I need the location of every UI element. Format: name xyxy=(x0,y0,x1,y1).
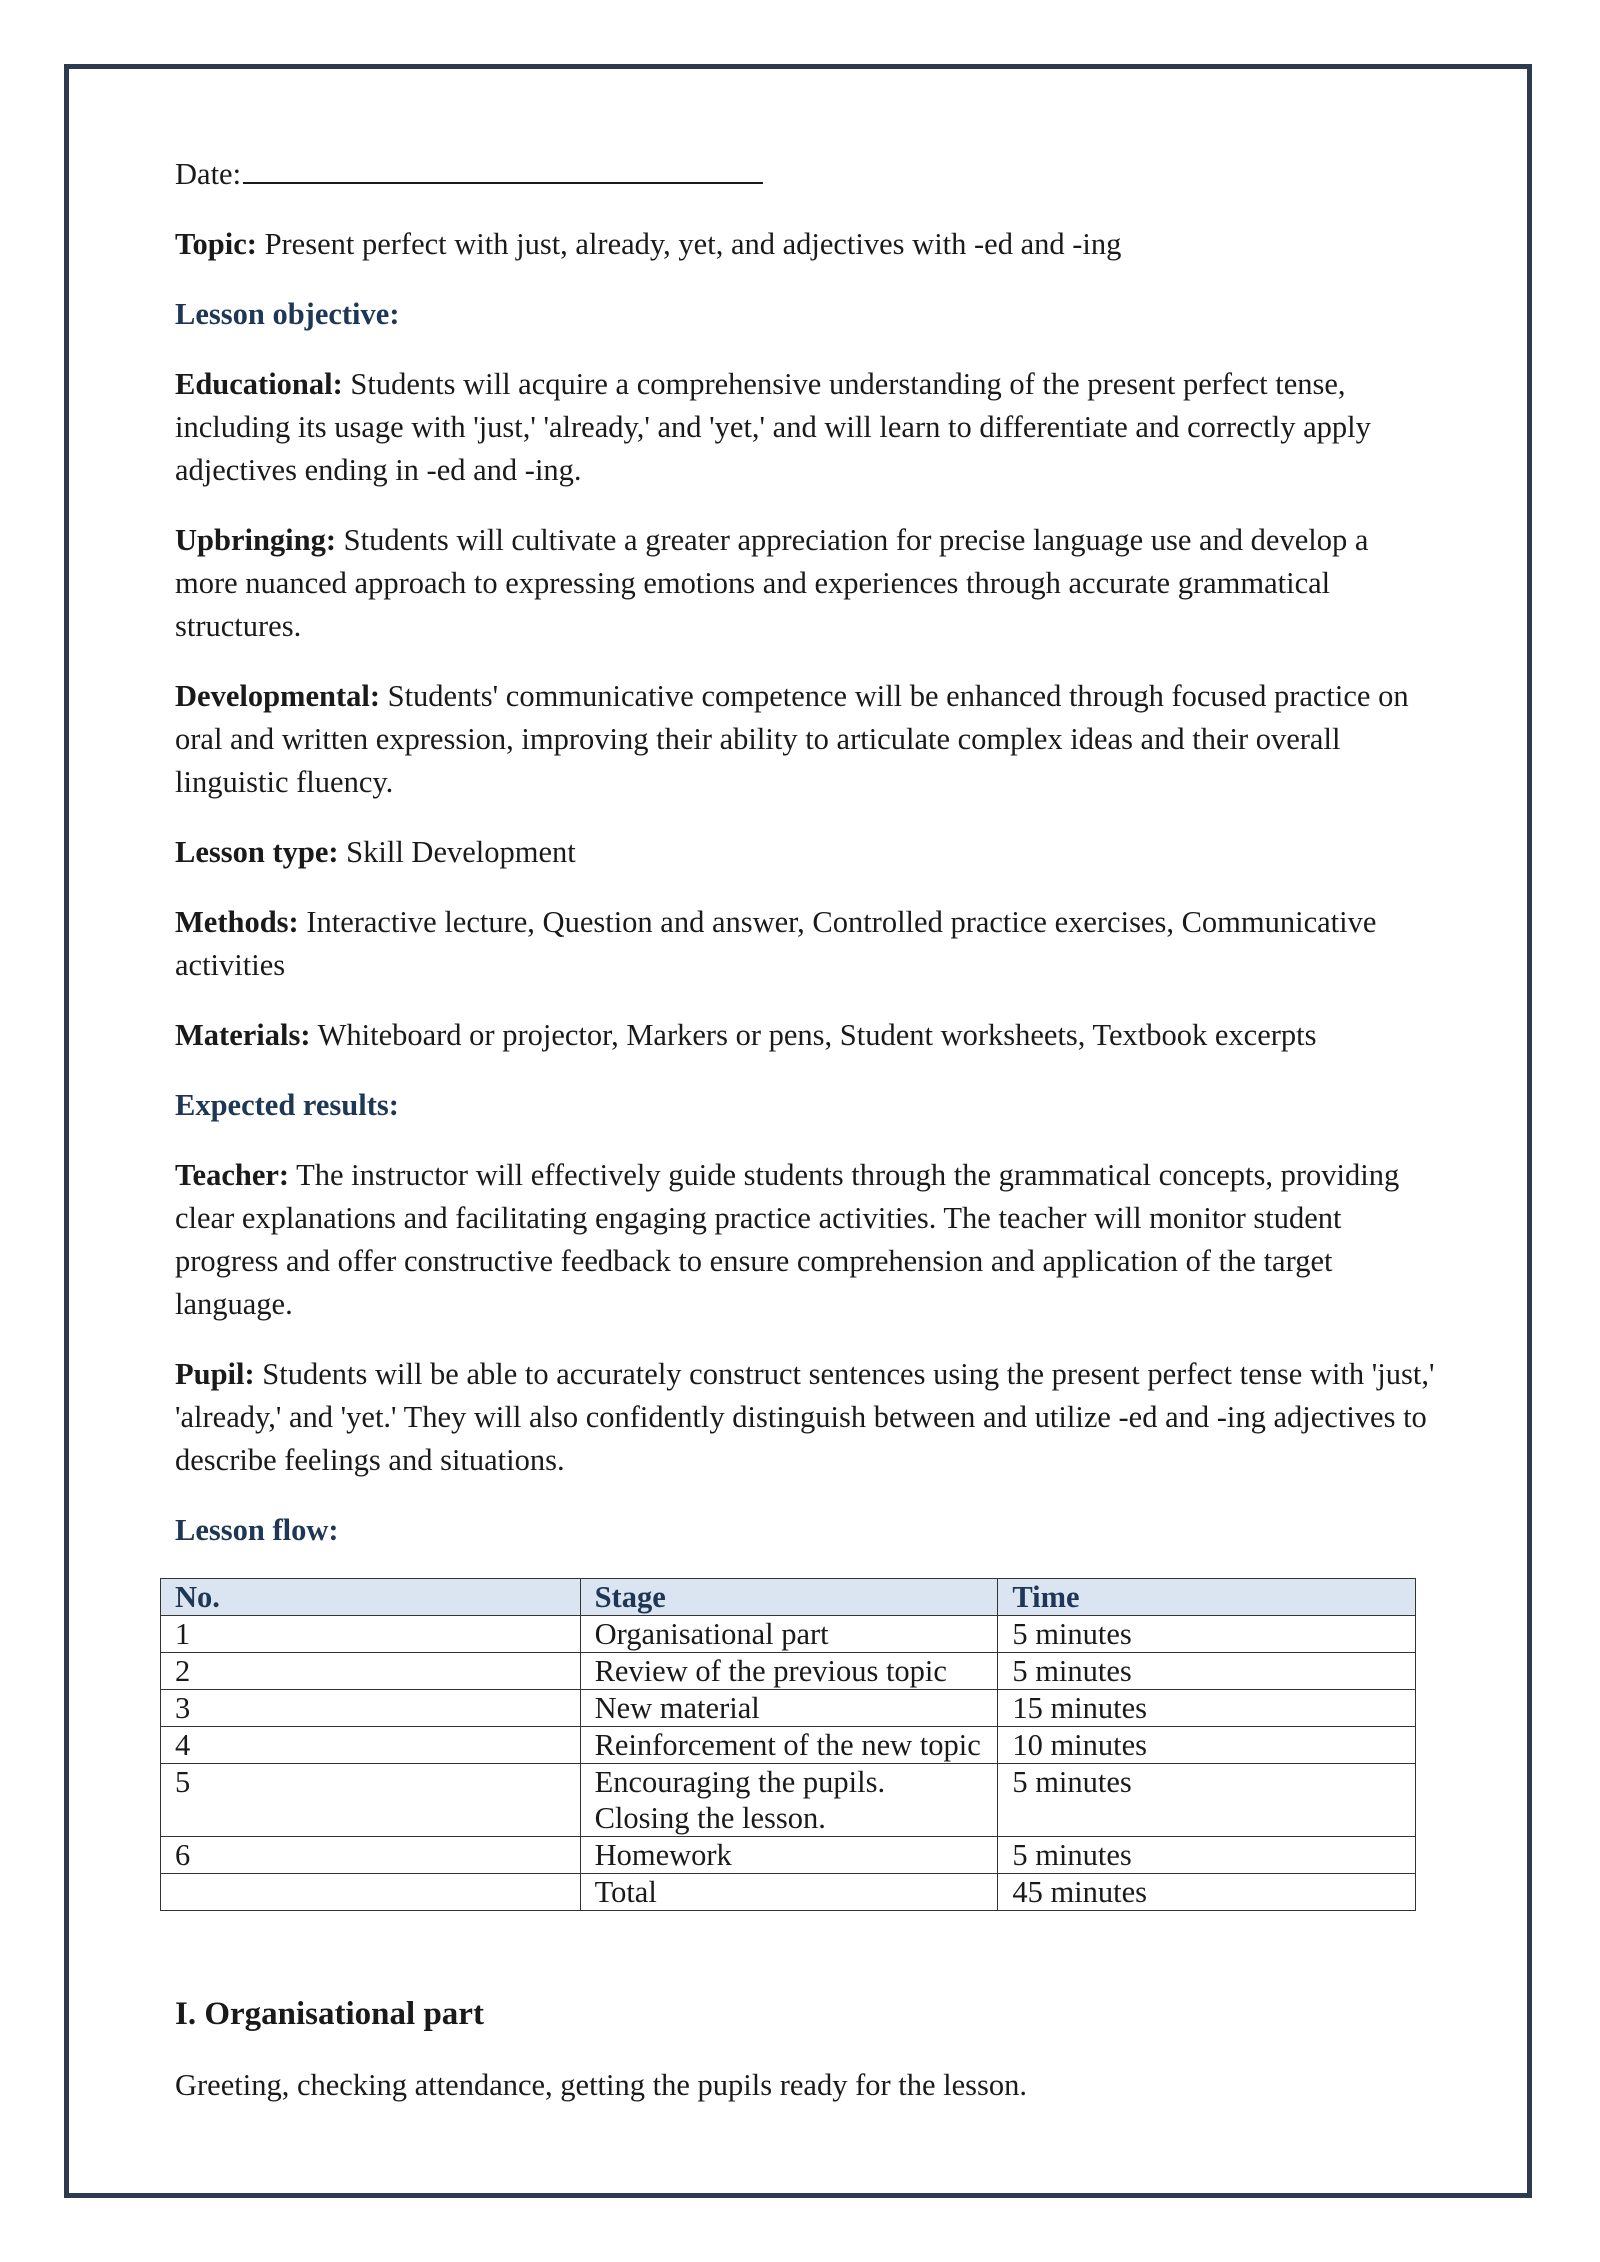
developmental-label: Developmental: xyxy=(175,679,380,713)
row-stage: New material xyxy=(580,1690,998,1727)
pupil-label: Pupil: xyxy=(175,1357,255,1391)
topic xyxy=(175,223,1435,266)
educational-text: Students will acquire a comprehensive understanding of the present perfect tense, including its usage with 'just,' 'already,' and 'yet,' and will learn to differentiate and correctly apply adjectives ending in -ed and -ing. xyxy=(175,367,1371,487)
lesson-plan-body xyxy=(175,150,1435,1552)
materials-text: Whiteboard or projector, Markers or pens, Student worksheets, Textbook excerpts xyxy=(317,1018,1317,1052)
row-time: 5 minutes xyxy=(998,1837,1416,1874)
upbringing-label: Upbringing: xyxy=(175,523,337,557)
lesson-type-label: Lesson type: xyxy=(175,835,339,869)
row-stage: Organisational part xyxy=(580,1616,998,1653)
section-organisational-text: Greeting, checking attendance, getting the pupils ready for the lesson. xyxy=(175,2068,1028,2102)
total-no xyxy=(161,1874,581,1911)
upbringing-text: Students will cultivate a greater appreciation for precise language use and develop a more nuanced approach to expressing emotions and experiences through accurate grammatical structures. xyxy=(175,523,1369,643)
pupil xyxy=(175,1353,1435,1482)
row-no: 1 xyxy=(161,1616,581,1653)
pupil-text: Students will be able to accurately construct sentences using the present perfect tense with 'just,' 'already,' and 'yet.' They will also confidently distinguish between and utilize -ed and -ing adjectives to describe feelings and situations. xyxy=(175,1357,1435,1477)
date-line xyxy=(175,150,1435,196)
table-header-row xyxy=(161,1579,1416,1616)
teacher-label: Teacher: xyxy=(175,1158,290,1192)
table-row xyxy=(161,1764,1416,1837)
row-time: 5 minutes xyxy=(998,1616,1416,1653)
row-no: 3 xyxy=(161,1690,581,1727)
table-row xyxy=(161,1727,1416,1764)
row-time: 10 minutes xyxy=(998,1727,1416,1764)
total-time: 45 minutes xyxy=(998,1874,1416,1911)
teacher xyxy=(175,1154,1435,1326)
methods xyxy=(175,901,1435,987)
row-time: 15 minutes xyxy=(998,1690,1416,1727)
lesson-objective-heading: Lesson objective: xyxy=(175,297,400,331)
row-time: 5 minutes xyxy=(998,1653,1416,1690)
lesson-flow-table xyxy=(160,1578,1416,1911)
row-no: 6 xyxy=(161,1837,581,1874)
row-stage: Reinforcement of the new topic xyxy=(580,1727,998,1764)
materials xyxy=(175,1014,1435,1057)
educational xyxy=(175,363,1435,492)
row-no: 2 xyxy=(161,1653,581,1690)
row-no: 4 xyxy=(161,1727,581,1764)
topic-label: Topic: xyxy=(175,227,257,261)
row-stage: Encouraging the pupils. Closing the lesson. xyxy=(580,1764,998,1837)
table-row xyxy=(161,1837,1416,1874)
header-time: Time xyxy=(998,1579,1416,1616)
developmental xyxy=(175,675,1435,804)
header-stage: Stage xyxy=(580,1579,998,1616)
total-label: Total xyxy=(580,1874,998,1911)
section-organisational-title: I. Organisational part xyxy=(175,1996,484,2032)
upbringing xyxy=(175,519,1435,648)
teacher-text: The instructor will effectively guide students through the grammatical concepts, providing clear explanations and facilitating engaging practice activities. The teacher will monitor student progress and offer constructive feedback to ensure comprehension and application of the target language. xyxy=(175,1158,1400,1321)
educational-label: Educational: xyxy=(175,367,343,401)
table-row xyxy=(161,1653,1416,1690)
row-stage: Review of the previous topic xyxy=(580,1653,998,1690)
materials-label: Materials: xyxy=(175,1018,311,1052)
date-blank xyxy=(243,150,763,184)
header-no: No. xyxy=(161,1579,581,1616)
methods-text: Interactive lecture, Question and answer, Controlled practice exercises, Communicative activities xyxy=(175,905,1377,982)
methods-label: Methods: xyxy=(175,905,299,939)
lesson-type xyxy=(175,831,1435,874)
row-no: 5 xyxy=(161,1764,581,1837)
row-time: 5 minutes xyxy=(998,1764,1416,1837)
expected-results-heading: Expected results: xyxy=(175,1088,399,1122)
table-row xyxy=(161,1690,1416,1727)
developmental-text: Students' communicative competence will be enhanced through focused practice on oral and written expression, improving their ability to articulate complex ideas and their overall linguistic fluency. xyxy=(175,679,1409,799)
table-row xyxy=(161,1616,1416,1653)
date-label: Date: xyxy=(175,157,242,191)
row-stage: Homework xyxy=(580,1837,998,1874)
lesson-flow-heading: Lesson flow: xyxy=(175,1513,339,1547)
lesson-type-text: Skill Development xyxy=(346,835,576,869)
topic-text: Present perfect with just, already, yet, and adjectives with -ed and -ing xyxy=(264,227,1122,261)
table-total-row xyxy=(161,1874,1416,1911)
